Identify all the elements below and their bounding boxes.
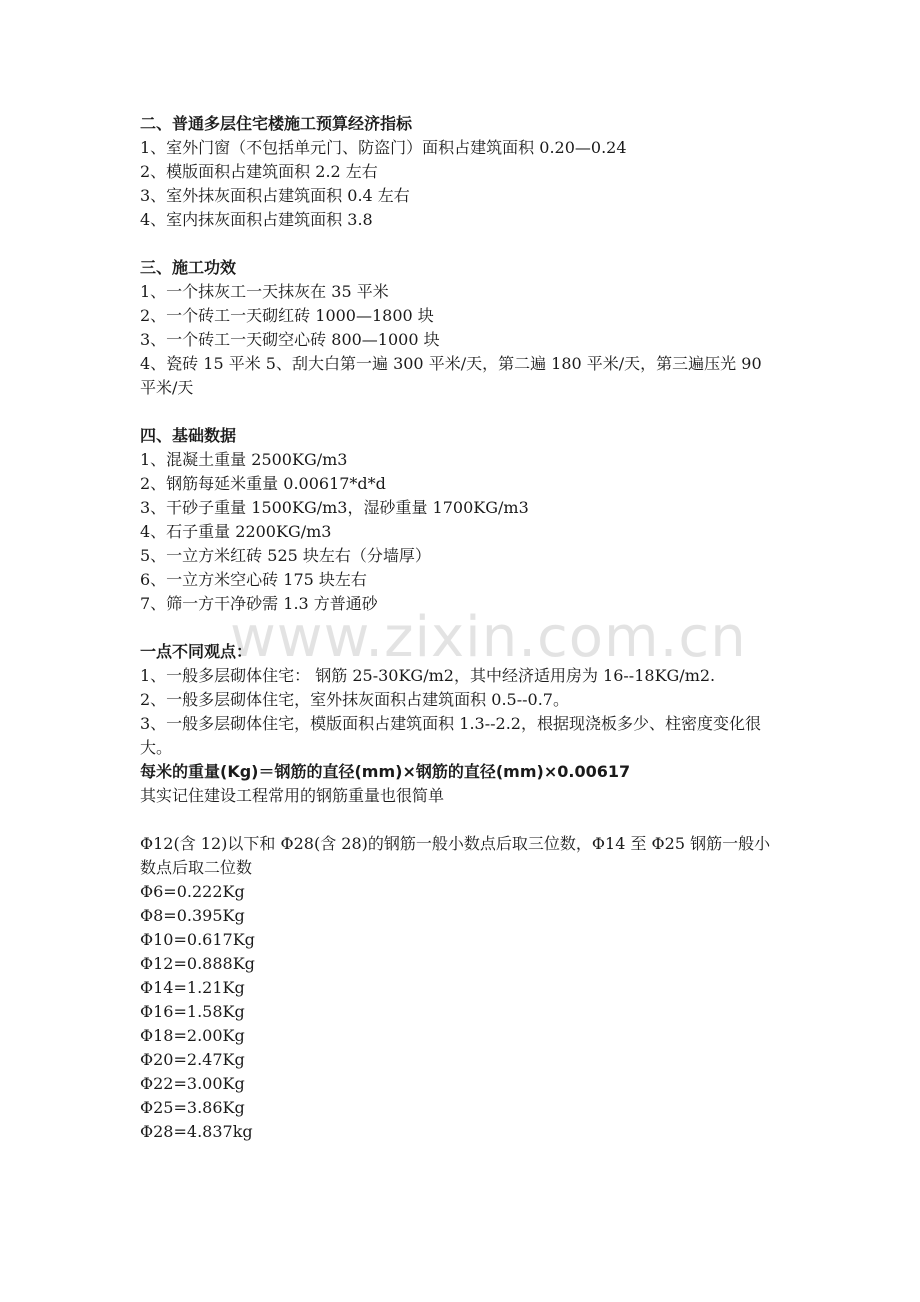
note-text: 其实记住建设工程常用的钢筋重量也很简单: [140, 786, 445, 805]
rebar-weight-item: Φ28=4.837kg: [140, 1122, 253, 1141]
list-item: 1、一个抹灰工一天抹灰在 35 平米: [140, 282, 389, 301]
rebar-weight-item: Φ14=1.21Kg: [140, 978, 245, 997]
rebar-precision-note: Φ12(含 12)以下和 Φ28(含 28)的钢筋一般小数点后取三位数，Φ14 至 Φ25 钢筋一般小数点后取二位数: [140, 834, 771, 877]
list-item: 5、一立方米红砖 525 块左右（分墙厚）: [140, 546, 431, 565]
rebar-weight-formula: 每米的重量(Kg)＝钢筋的直径(mm)×钢筋的直径(mm)×0.00617: [140, 762, 631, 781]
list-item: 2、一个砖工一天砌红砖 1000—1800 块: [140, 306, 434, 325]
list-item: 2、模版面积占建筑面积 2.2 左右: [140, 162, 378, 181]
list-item: 6、一立方米空心砖 175 块左右: [140, 570, 367, 589]
list-item: 3、室外抹灰面积占建筑面积 0.4 左右: [140, 186, 410, 205]
rebar-weight-item: Φ10=0.617Kg: [140, 930, 255, 949]
rebar-weight-item: Φ22=3.00Kg: [140, 1074, 245, 1093]
rebar-weight-item: Φ6=0.222Kg: [140, 882, 245, 901]
list-item: 3、一个砖工一天砌空心砖 800—1000 块: [140, 330, 440, 349]
list-item: 2、一般多层砌体住宅，室外抹灰面积占建筑面积 0.5--0.7。: [140, 690, 569, 709]
list-item: 2、钢筋每延米重量 0.00617*d*d: [140, 474, 386, 493]
section-heading-work-efficiency: 三、施工功效: [140, 258, 237, 277]
rebar-weight-item: Φ12=0.888Kg: [140, 954, 255, 973]
document-body: [140, 112, 790, 1144]
rebar-weight-item: Φ8=0.395Kg: [140, 906, 245, 925]
list-item: 7、筛一方干净砂需 1.3 方普通砂: [140, 594, 378, 613]
list-item: 3、干砂子重量 1500KG/m3，湿砂重量 1700KG/m3: [140, 498, 529, 517]
list-item: 1、一般多层砌体住宅： 钢筋 25-30KG/m2，其中经济适用房为 16--18KG/m2.: [140, 666, 716, 685]
list-item: 1、混凝土重量 2500KG/m3: [140, 450, 348, 469]
rebar-weight-item: Φ20=2.47Kg: [140, 1050, 245, 1069]
rebar-weight-item: Φ25=3.86Kg: [140, 1098, 245, 1117]
spacer: [140, 616, 790, 640]
rebar-weight-item: Φ18=2.00Kg: [140, 1026, 245, 1045]
spacer: [140, 808, 790, 832]
list-item: 4、瓷砖 15 平米 5、刮大白第一遍 300 平米/天，第二遍 180 平米/天，第三遍压光 90 平米/天: [140, 354, 762, 397]
list-item: 3、一般多层砌体住宅，模版面积占建筑面积 1.3--2.2，根据现浇板多少、柱密度变化很大。: [140, 714, 761, 757]
spacer: [140, 400, 790, 424]
section-heading-basic-data: 四、基础数据: [140, 426, 237, 445]
list-item: 4、室内抹灰面积占建筑面积 3.8: [140, 210, 373, 229]
rebar-weight-item: Φ16=1.58Kg: [140, 1002, 245, 1021]
list-item: 4、石子重量 2200KG/m3: [140, 522, 332, 541]
section-heading-different-views: 一点不同观点：: [140, 642, 253, 661]
list-item: 1、室外门窗（不包括单元门、防盗门）面积占建筑面积 0.20—0.24: [140, 138, 627, 157]
section-heading-economic-indicators: 二、普通多层住宅楼施工预算经济指标: [140, 114, 413, 133]
spacer: [140, 232, 790, 256]
watermark: www.zixin.com.cn: [230, 605, 747, 670]
